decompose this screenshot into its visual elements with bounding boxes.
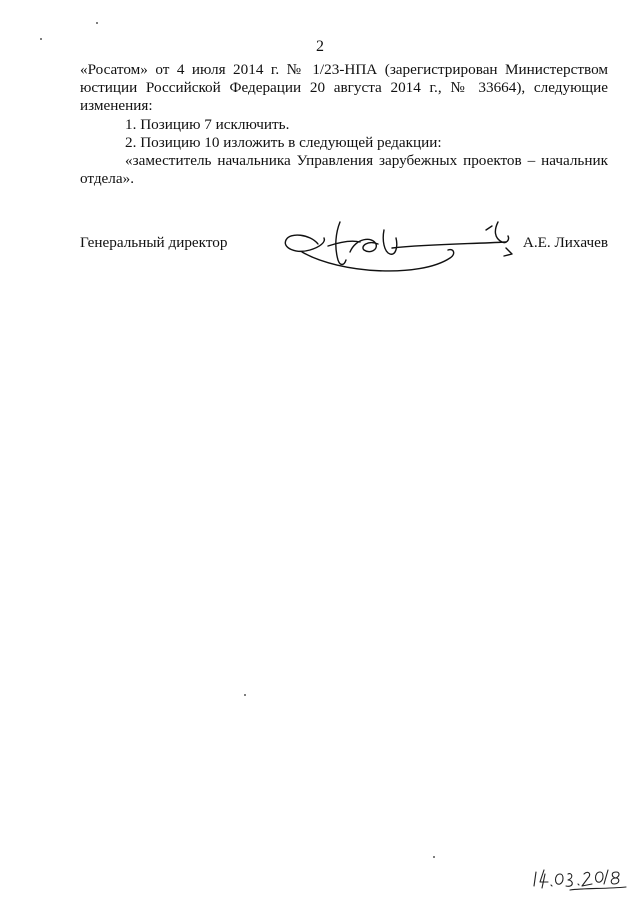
quoted-position-text: «заместитель начальника Управления зарубежных проектов – начальник отдела». xyxy=(80,152,608,188)
document-body xyxy=(80,61,608,188)
scan-speck xyxy=(244,694,246,696)
scan-speck xyxy=(40,38,42,40)
scan-speck xyxy=(96,22,98,24)
list-item-2: 2. Позицию 10 изложить в следующей редакции: xyxy=(125,133,442,151)
signatory-name: А.Е. Лихачев xyxy=(522,234,608,251)
signature-block xyxy=(80,208,608,278)
paragraph-1: «Росатом» от 4 июля 2014 г. № 1/23-НПА (зарегистрирован Министерством юстиции Российской Федерации 20 августа 2014 г., № 33664), следующие изменения: xyxy=(80,61,608,115)
page-number: 2 xyxy=(316,38,324,55)
signatory-title: Генеральный директор xyxy=(80,234,228,251)
handwritten-signature xyxy=(280,208,520,278)
list-item-1: 1. Позицию 7 исключить. xyxy=(125,115,290,133)
handwritten-date-note xyxy=(530,860,630,894)
scan-speck xyxy=(433,856,435,858)
